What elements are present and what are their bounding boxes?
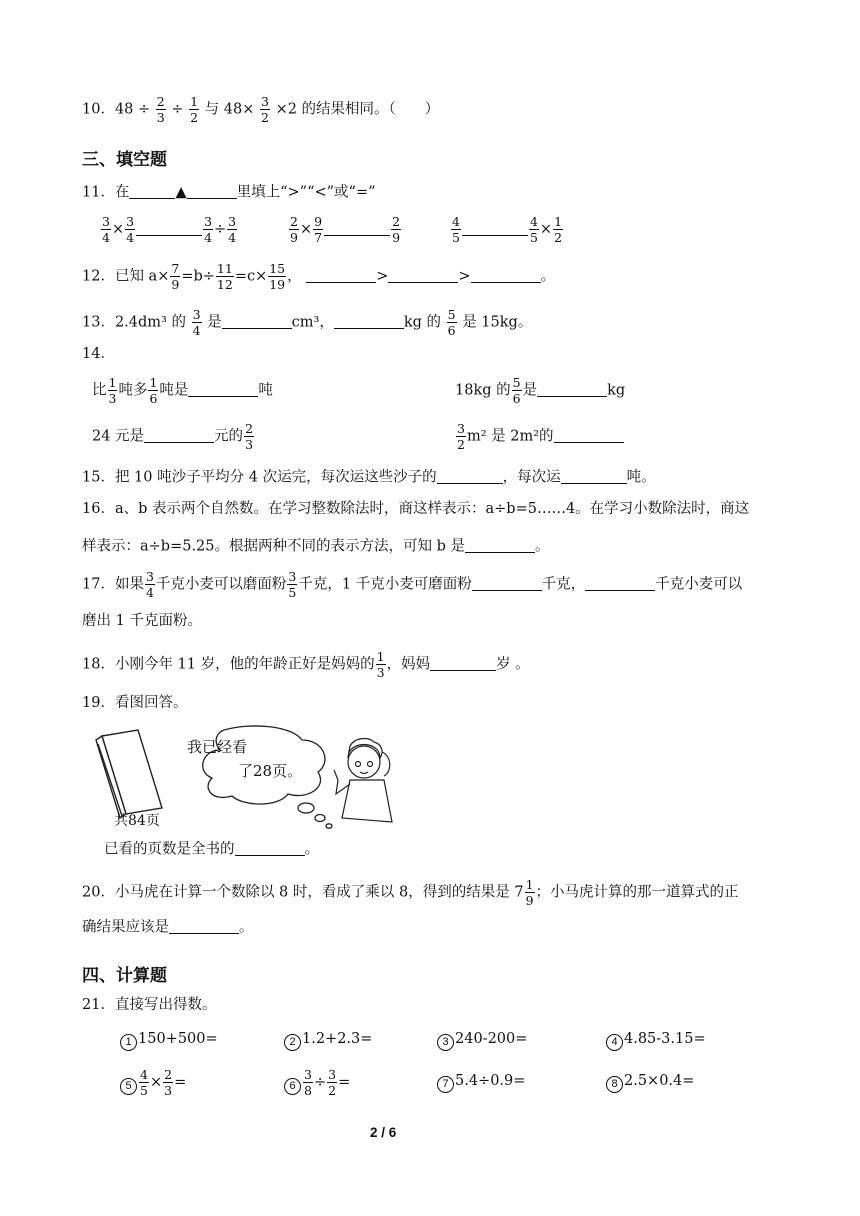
answer-blank[interactable] bbox=[554, 427, 624, 443]
q14-part-d: $\frac{3}{2}$ m² 是 2m²的 bbox=[455, 422, 624, 451]
calc-item-5: 5 $\frac{4}{5}$ × $\frac{2}{3}$ = bbox=[120, 1068, 186, 1097]
answer-blank[interactable] bbox=[430, 655, 496, 671]
section-title-fill-blank: 三、填空题 bbox=[82, 150, 167, 170]
answer-blank[interactable] bbox=[306, 267, 376, 283]
calc-item-6: 6 $\frac{3}{8}$ ÷ $\frac{3}{2}$ = bbox=[284, 1068, 350, 1097]
answer-blank[interactable] bbox=[235, 840, 305, 856]
answer-blank[interactable] bbox=[136, 220, 202, 236]
section-title-calculation: 四、计算题 bbox=[82, 966, 167, 986]
page-number: 2 / 6 bbox=[370, 1125, 397, 1140]
question-16: 16．a、b 表示两个自然数。在学习整数除法时，商这样表示：a÷b=5……4。在学习小数除法时，商这 bbox=[82, 501, 750, 517]
question-10: 10．48 ÷ $\frac{2}{3}$ ÷ $\frac{1}{2}$ 与 48× $\frac{3}{2}$ ×2 的结果相同。（ ） bbox=[82, 94, 440, 126]
answer-blank[interactable] bbox=[471, 267, 541, 283]
question-20-line2: 确结果应该是 。 bbox=[82, 919, 254, 936]
book-caption: 共84页 bbox=[114, 813, 160, 829]
calc-item-2: 2 1.2+2.3= bbox=[284, 1032, 372, 1051]
answer-blank[interactable] bbox=[561, 468, 627, 484]
calc-item-8: 8 2.5×0.4= bbox=[606, 1074, 694, 1093]
question-17: 17．如果 $\frac{3}{4}$ 千克小麦可以磨面粉 $\frac{3}{5}$ 千克，1 千克小麦可磨面粉 千克， 千克小麦可以 bbox=[82, 569, 743, 601]
q11-expr-3: $\frac{4}{5}$ $\frac{4}{5}$ × $\frac{1}{2}$ bbox=[452, 214, 563, 246]
question-17-line2: 磨出 1 千克面粉。 bbox=[82, 613, 202, 629]
question-11: 11．在 ▲ 里填上“>”“<”或“=” bbox=[82, 184, 376, 201]
girl-icon bbox=[334, 739, 392, 822]
question-12: 12．已知 a× $\frac{7}{9}$ =b÷ $\frac{11}{12}$ =c× $\frac{15}{19}$ ， > > 。 bbox=[82, 261, 556, 293]
answer-blank[interactable] bbox=[537, 381, 607, 397]
answer-blank[interactable] bbox=[388, 267, 458, 283]
question-19-answer: 已看的页数是全书的 。 bbox=[104, 841, 319, 858]
fraction: $\frac{1}{2}$ bbox=[190, 94, 199, 126]
q11-expr-1: $\frac{3}{4}$ × $\frac{3}{4}$ $\frac{3}{4}$ ÷ $\frac{3}{4}$ bbox=[102, 214, 237, 246]
question-14: 14． bbox=[82, 346, 115, 362]
book-icon bbox=[96, 730, 162, 818]
question-18: 18．小刚今年 11 岁，他的年龄正好是妈妈的 $\frac{1}{3}$ ，妈妈 岁 。 bbox=[82, 649, 530, 681]
answer-blank[interactable] bbox=[222, 313, 292, 329]
calc-item-4: 4 4.85-3.15= bbox=[606, 1032, 706, 1051]
answer-blank[interactable] bbox=[437, 468, 503, 484]
triangle-icon: ▲ bbox=[175, 184, 187, 201]
q14-part-b: 18kg 的 $\frac{5}{6}$ 是 kg bbox=[455, 375, 626, 407]
calc-item-3: 3 240-200= bbox=[437, 1032, 527, 1051]
calc-item-7: 7 5.4÷0.9= bbox=[437, 1074, 525, 1093]
answer-blank[interactable] bbox=[144, 427, 214, 443]
calc-item-1: 1 150+500= bbox=[120, 1032, 218, 1051]
answer-blank[interactable] bbox=[472, 575, 542, 591]
q11-expr-2: $\frac{2}{9}$ × $\frac{9}{7}$ $\frac{2}{9}$ bbox=[290, 214, 401, 246]
answer-blank[interactable] bbox=[169, 918, 239, 934]
question-15: 15．把 10 吨沙子平均分 4 次运完，每次运这些沙子的 ，每次运 吨。 bbox=[82, 469, 656, 486]
q14-part-c: 24 元是 元的 $\frac{2}{3}$ bbox=[92, 421, 254, 453]
bubble-text-2: 了28页。 bbox=[238, 762, 303, 780]
question-20: 20．小马虎在计算一个数除以 8 时，看成了乘以 8，得到的结果是 7 $\frac{1}{9}$ ；小马虎计算的那一道算式的正 bbox=[82, 877, 739, 909]
answer-blank[interactable] bbox=[465, 537, 535, 553]
question-19: 19．看图回答。 bbox=[82, 695, 188, 711]
answer-blank[interactable] bbox=[585, 575, 655, 591]
fraction: $\frac{2}{3}$ bbox=[156, 94, 165, 126]
bubble-text-1: 我已经看 bbox=[187, 738, 248, 756]
answer-blank[interactable] bbox=[188, 381, 258, 397]
question-21: 21．直接写出得数。 bbox=[82, 997, 217, 1013]
answer-blank[interactable] bbox=[324, 220, 390, 236]
answer-blank[interactable] bbox=[334, 313, 404, 329]
fraction: $\frac{3}{2}$ bbox=[261, 94, 269, 126]
q14-part-a: 比 $\frac{1}{3}$ 吨多 $\frac{1}{6}$ 吨是 吨 bbox=[92, 375, 273, 407]
question-13: 13．2.4dm³ 的 $\frac{3}{4}$ 是 cm³， kg 的 $\frac{5}{6}$ 是 15kg。 bbox=[82, 307, 533, 339]
question-16-line2: 样表示：a÷b=5.25。根据两种不同的表示方法，可知 b 是 。 bbox=[82, 538, 550, 555]
answer-blank[interactable] bbox=[462, 220, 528, 236]
